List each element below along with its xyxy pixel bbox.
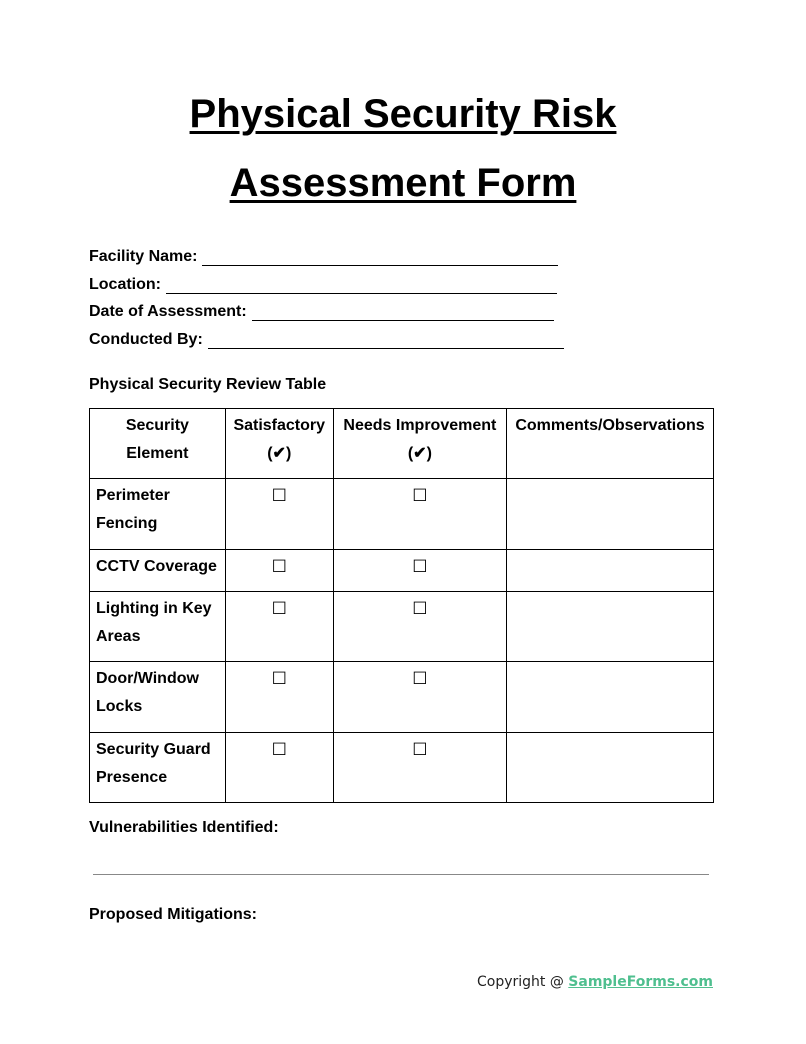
field-label: Facility Name: <box>89 248 198 265</box>
table-row <box>90 662 714 733</box>
conducted-by-blank[interactable] <box>208 334 564 349</box>
element-cell: Lighting in Key Areas <box>90 592 226 662</box>
header-comments: Comments/Observations <box>507 409 714 479</box>
comments-cell[interactable] <box>507 662 714 733</box>
facility-name-blank[interactable] <box>202 251 558 266</box>
comments-cell[interactable] <box>507 592 714 662</box>
table-row <box>90 592 714 662</box>
table-title: Physical Security Review Table <box>89 376 327 393</box>
satisfactory-checkbox[interactable]: ☐ <box>225 592 333 662</box>
conducted-by-field <box>89 329 564 349</box>
location-field <box>89 274 557 294</box>
copyright-text: Copyright @ <box>476 974 569 990</box>
satisfactory-checkbox[interactable]: ☐ <box>225 479 333 550</box>
copyright-footer <box>477 974 713 990</box>
facility-name-field <box>89 246 558 266</box>
comments-cell[interactable] <box>507 479 714 550</box>
vulnerabilities-line[interactable] <box>93 874 709 875</box>
comments-cell[interactable] <box>507 733 714 803</box>
field-label: Date of Assessment: <box>89 303 247 320</box>
satisfactory-checkbox[interactable]: ☐ <box>225 550 333 592</box>
element-cell: Door/Window Locks <box>90 662 226 733</box>
table-row <box>90 550 714 592</box>
header-needs-improvement: Needs Improvement (✔) <box>333 409 506 479</box>
satisfactory-checkbox[interactable]: ☐ <box>225 733 333 803</box>
vulnerabilities-label: Vulnerabilities Identified: <box>89 819 279 836</box>
needs-improvement-checkbox[interactable]: ☐ <box>333 662 506 733</box>
mitigations-label: Proposed Mitigations: <box>89 906 257 923</box>
element-cell: Security Guard Presence <box>90 733 226 803</box>
table-row <box>90 479 714 550</box>
review-table <box>89 408 714 803</box>
date-blank[interactable] <box>252 306 554 321</box>
element-cell: Perimeter Fencing <box>90 479 226 550</box>
needs-improvement-checkbox[interactable]: ☐ <box>333 592 506 662</box>
page-title-line-1: Physical Security Risk <box>189 92 617 136</box>
page-title-line-2: Assessment Form <box>229 161 577 205</box>
date-field <box>89 301 554 321</box>
comments-cell[interactable] <box>507 550 714 592</box>
sampleforms-link[interactable]: SampleForms.com <box>568 974 713 990</box>
needs-improvement-checkbox[interactable]: ☐ <box>333 550 506 592</box>
table-header-row <box>90 409 714 479</box>
element-cell: CCTV Coverage <box>90 550 226 592</box>
field-label: Conducted By: <box>89 331 203 348</box>
location-blank[interactable] <box>166 279 557 294</box>
needs-improvement-checkbox[interactable]: ☐ <box>333 733 506 803</box>
needs-improvement-checkbox[interactable]: ☐ <box>333 479 506 550</box>
table-row <box>90 733 714 803</box>
header-security-element: Security Element <box>90 409 226 479</box>
field-label: Location: <box>89 276 161 293</box>
header-satisfactory: Satisfactory (✔) <box>225 409 333 479</box>
satisfactory-checkbox[interactable]: ☐ <box>225 662 333 733</box>
